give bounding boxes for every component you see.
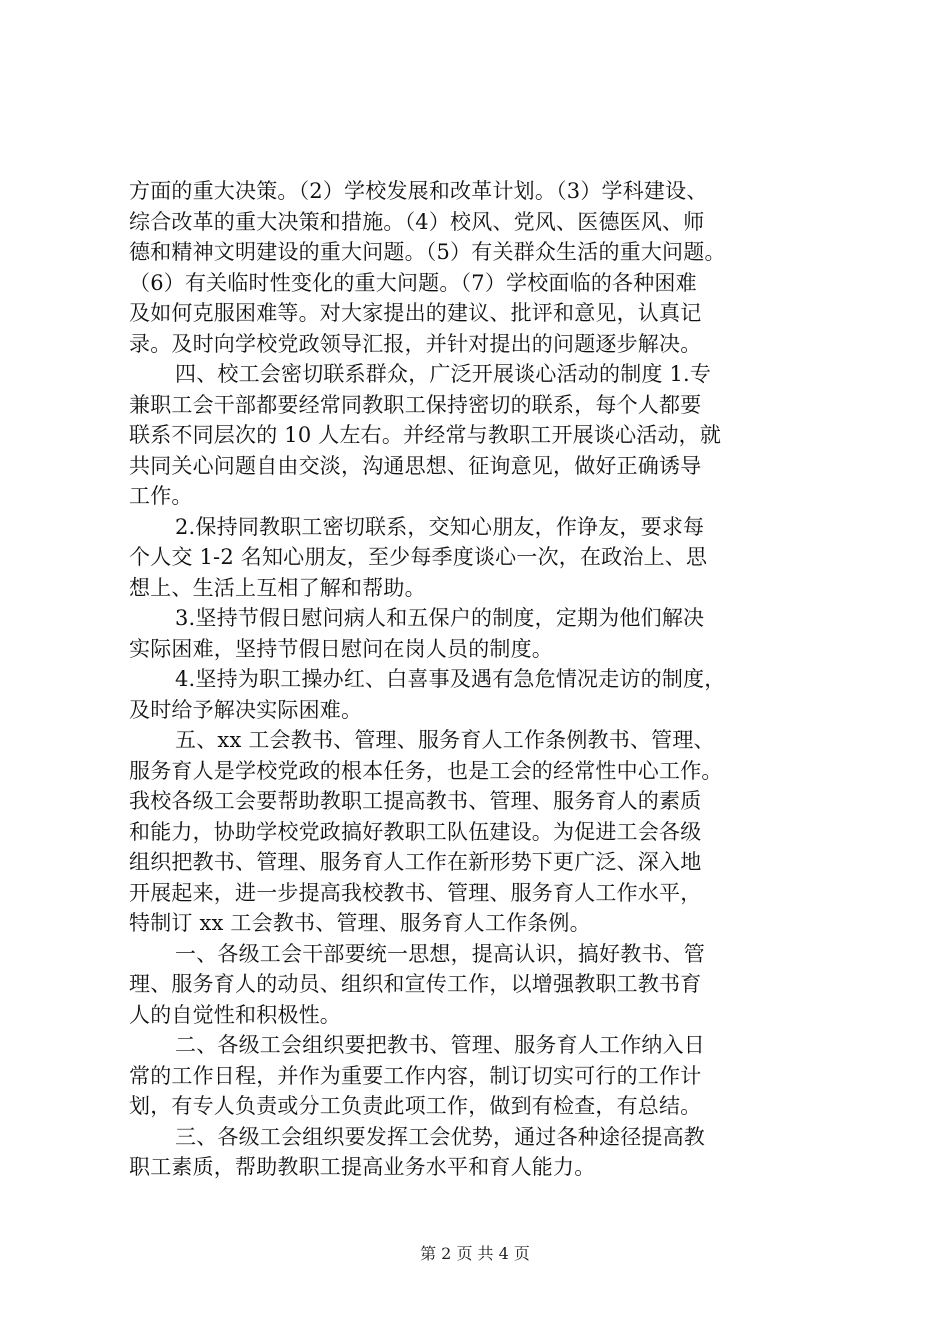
text-line: 及时给予解决实际困难。: [129, 697, 363, 722]
paragraph-start-line: 一、各级工会干部要统一思想，提高认识，搞好教书、管: [175, 941, 705, 966]
text-line: 录。及时向学校党政领导汇报，并针对提出的问题逐步解决。: [129, 331, 702, 356]
text-line: 特制订 xx 工会教书、管理、服务育人工作条例。: [129, 911, 591, 935]
text-line: 联系不同层次的 10 人左右。并经常与教职工开展谈心活动，就: [129, 423, 722, 447]
page-number-footer: 第 2 页 共 4 页: [420, 1244, 530, 1263]
paragraph-start-line: 3.坚持节假日慰问病人和五保户的制度，定期为他们解决: [175, 606, 705, 630]
paragraph-start-line: 4.坚持为职工操办红、白喜事及遇有急危情况走访的制度，: [175, 667, 726, 691]
text-line: 及如何克服困难等。对大家提出的建议、批评和意见，认真记: [129, 301, 702, 325]
text-line: 方面的重大决策。（2）学校发展和改革计划。（3）学科建设、: [129, 179, 708, 203]
paragraph-start-line: 三、各级工会组织要发挥工会优势，通过各种途径提高教: [175, 1124, 705, 1149]
text-line: 职工素质，帮助教职工提高业务水平和育人能力。: [129, 1155, 596, 1179]
text-line: 德和精神文明建设的重大问题。（5）有关群众生活的重大问题。: [129, 240, 726, 264]
text-line: 实际困难，坚持节假日慰问在岗人员的制度。: [129, 636, 553, 661]
text-line: 人的自觉性和积极性。: [129, 1002, 341, 1027]
document-body: [129, 176, 829, 1183]
text-line: 共同关心问题自由交淡，沟通思想、征询意见，做好正确诱导: [129, 453, 702, 478]
text-line: 工作。: [129, 484, 193, 508]
text-line: 服务育人是学校党政的根本任务，也是工会的经常性中心工作。: [129, 758, 723, 783]
text-line: （6）有关临时性变化的重大问题。（7）学校面临的各种困难: [129, 270, 697, 295]
text-line: 兼职工会干部都要经常同教职工保持密切的联系，每个人都要: [129, 392, 702, 417]
text-line: 划，有专人负责或分工负责此项工作，做到有检查，有总结。: [129, 1094, 702, 1118]
text-line: 开展起来，进一步提高我校教书、管理、服务育人工作水平，: [129, 880, 702, 905]
paragraph-start-line: 四、校工会密切联系群众，广泛开展谈心活动的制度 1.专: [175, 362, 712, 386]
text-line: 综合改革的重大决策和措施。（4）校风、党风、医德医风、师: [129, 209, 705, 234]
paragraph-start-line: 五、xx 工会教书、管理、服务育人工作条例教书、管理、: [175, 728, 715, 752]
paragraph-start-line: 2.保持同教职工密切联系，交知心朋友，作诤友，要求每: [175, 514, 705, 539]
text-line: 理、服务育人的动员、组织和宣传工作，以增强教职工教书育: [129, 972, 702, 996]
paragraph-start-line: 二、各级工会组织要把教书、管理、服务育人工作纳入日: [175, 1033, 705, 1057]
text-line: 想上、生活上互相了解和帮助。: [129, 575, 426, 600]
text-line: 常的工作日程，并作为重要工作内容，制订切实可行的工作计: [129, 1063, 702, 1088]
text-line: 组织把教书、管理、服务育人工作在新形势下更广泛、深入地: [129, 850, 702, 874]
text-line: 我校各级工会要帮助教职工提高教书、管理、服务育人的素质: [129, 789, 702, 813]
text-line: 和能力，协助学校党政搞好教职工队伍建设。为促进工会各级: [129, 819, 702, 844]
text-line: 个人交 1-2 名知心朋友，至少每季度谈心一次，在政治上、思: [129, 545, 708, 569]
